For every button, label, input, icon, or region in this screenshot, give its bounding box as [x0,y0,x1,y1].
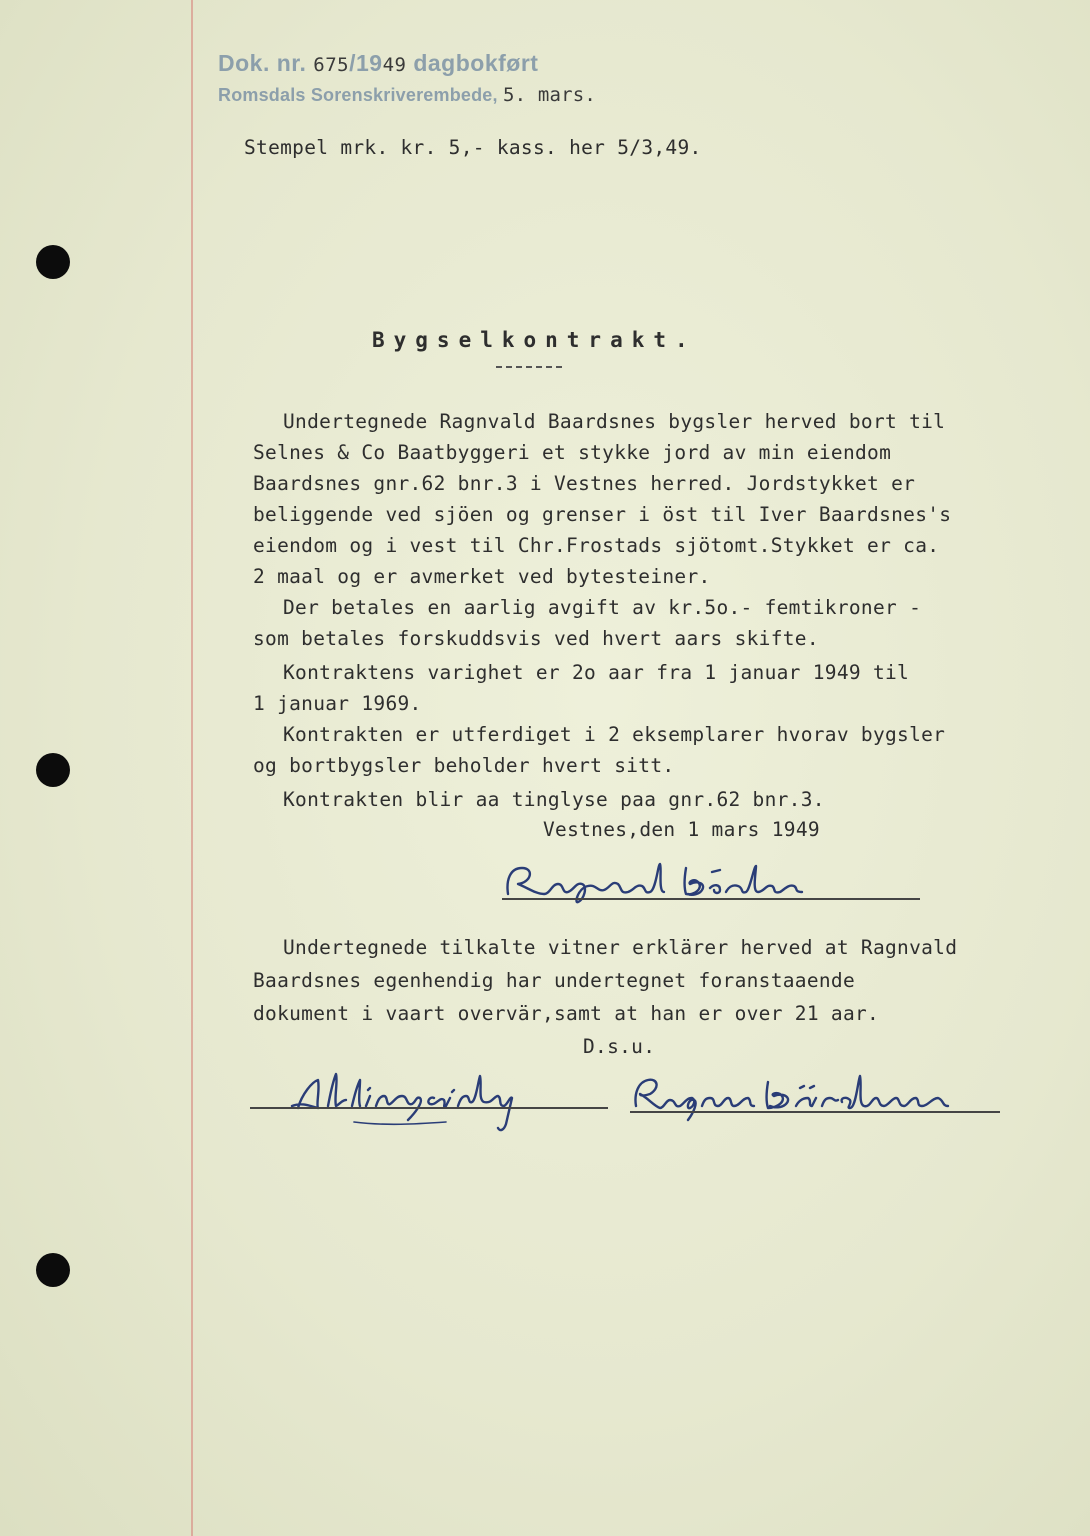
place-date: Vestnes,den 1 mars 1949 [543,818,820,841]
witness-2-signature [628,1068,1008,1128]
body-line: Kontrakten blir aa tinglyse paa gnr.62 bnr.3. [283,788,825,811]
punch-hole [36,753,70,787]
registry-stamp-line-1 [218,50,538,77]
document-number: 675 [313,54,350,76]
body-line: 2 maal og er avmerket ved bytesteiner. [253,565,711,588]
stamp-office: Romsdals Sorenskriverembede, [218,85,498,105]
registry-stamp-line-2 [218,84,596,106]
body-line: Undertegnede Ragnvald Baardsnes bygsler herved bort til [283,410,946,433]
punch-hole [36,245,70,279]
stamp-date: 5. mars. [502,84,597,106]
punch-hole [36,1253,70,1287]
margin-rule [191,0,193,1536]
stamp-prefix: Dok. nr. [218,50,307,76]
witness-1-signature [246,1066,616,1138]
body-line: Selnes & Co Baatbyggeri et stykke jord av min eiendom [253,441,892,464]
witness-line: dokument i vaart overvär,samt at han er over 21 aar. [253,1002,880,1025]
dsu-abbreviation: D.s.u. [583,1035,656,1058]
body-line: Kontrakten er utferdiget i 2 eksemplarer hvorav bygsler [283,723,946,746]
title-underline [496,366,562,368]
body-line: 1 januar 1969. [253,692,422,715]
body-line: eiendom og i vest til Chr.Frostads sjötomt.Stykket er ca. [253,534,940,557]
body-line: og bortbygsler beholder hvert sitt. [253,754,675,777]
stamp-year: 49 [382,54,407,76]
document-title: Bygselkontrakt. [372,328,697,352]
owner-signature [488,858,928,908]
body-line: Kontraktens varighet er 2o aar fra 1 januar 1949 til [283,661,910,684]
stamp-tax-note: Stempel mrk. kr. 5,- kass. her 5/3,49. [244,136,702,159]
witness-line: Baardsnes egenhendig har undertegnet foranstaaende [253,969,855,992]
body-line: Der betales en aarlig avgift av kr.5o.- femtikroner - [283,596,922,619]
body-line: beliggende ved sjöen og grenser i öst til Iver Baardsnes's [253,503,952,526]
stamp-slash: /19 [349,50,383,76]
witness-line: Undertegnede tilkalte vitner erklärer herved at Ragnvald [283,936,958,959]
body-line: som betales forskuddsvis ved hvert aars skifte. [253,627,819,650]
stamp-suffix: dagbokført [413,50,539,76]
body-line: Baardsnes gnr.62 bnr.3 i Vestnes herred. Jordstykket er [253,472,916,495]
